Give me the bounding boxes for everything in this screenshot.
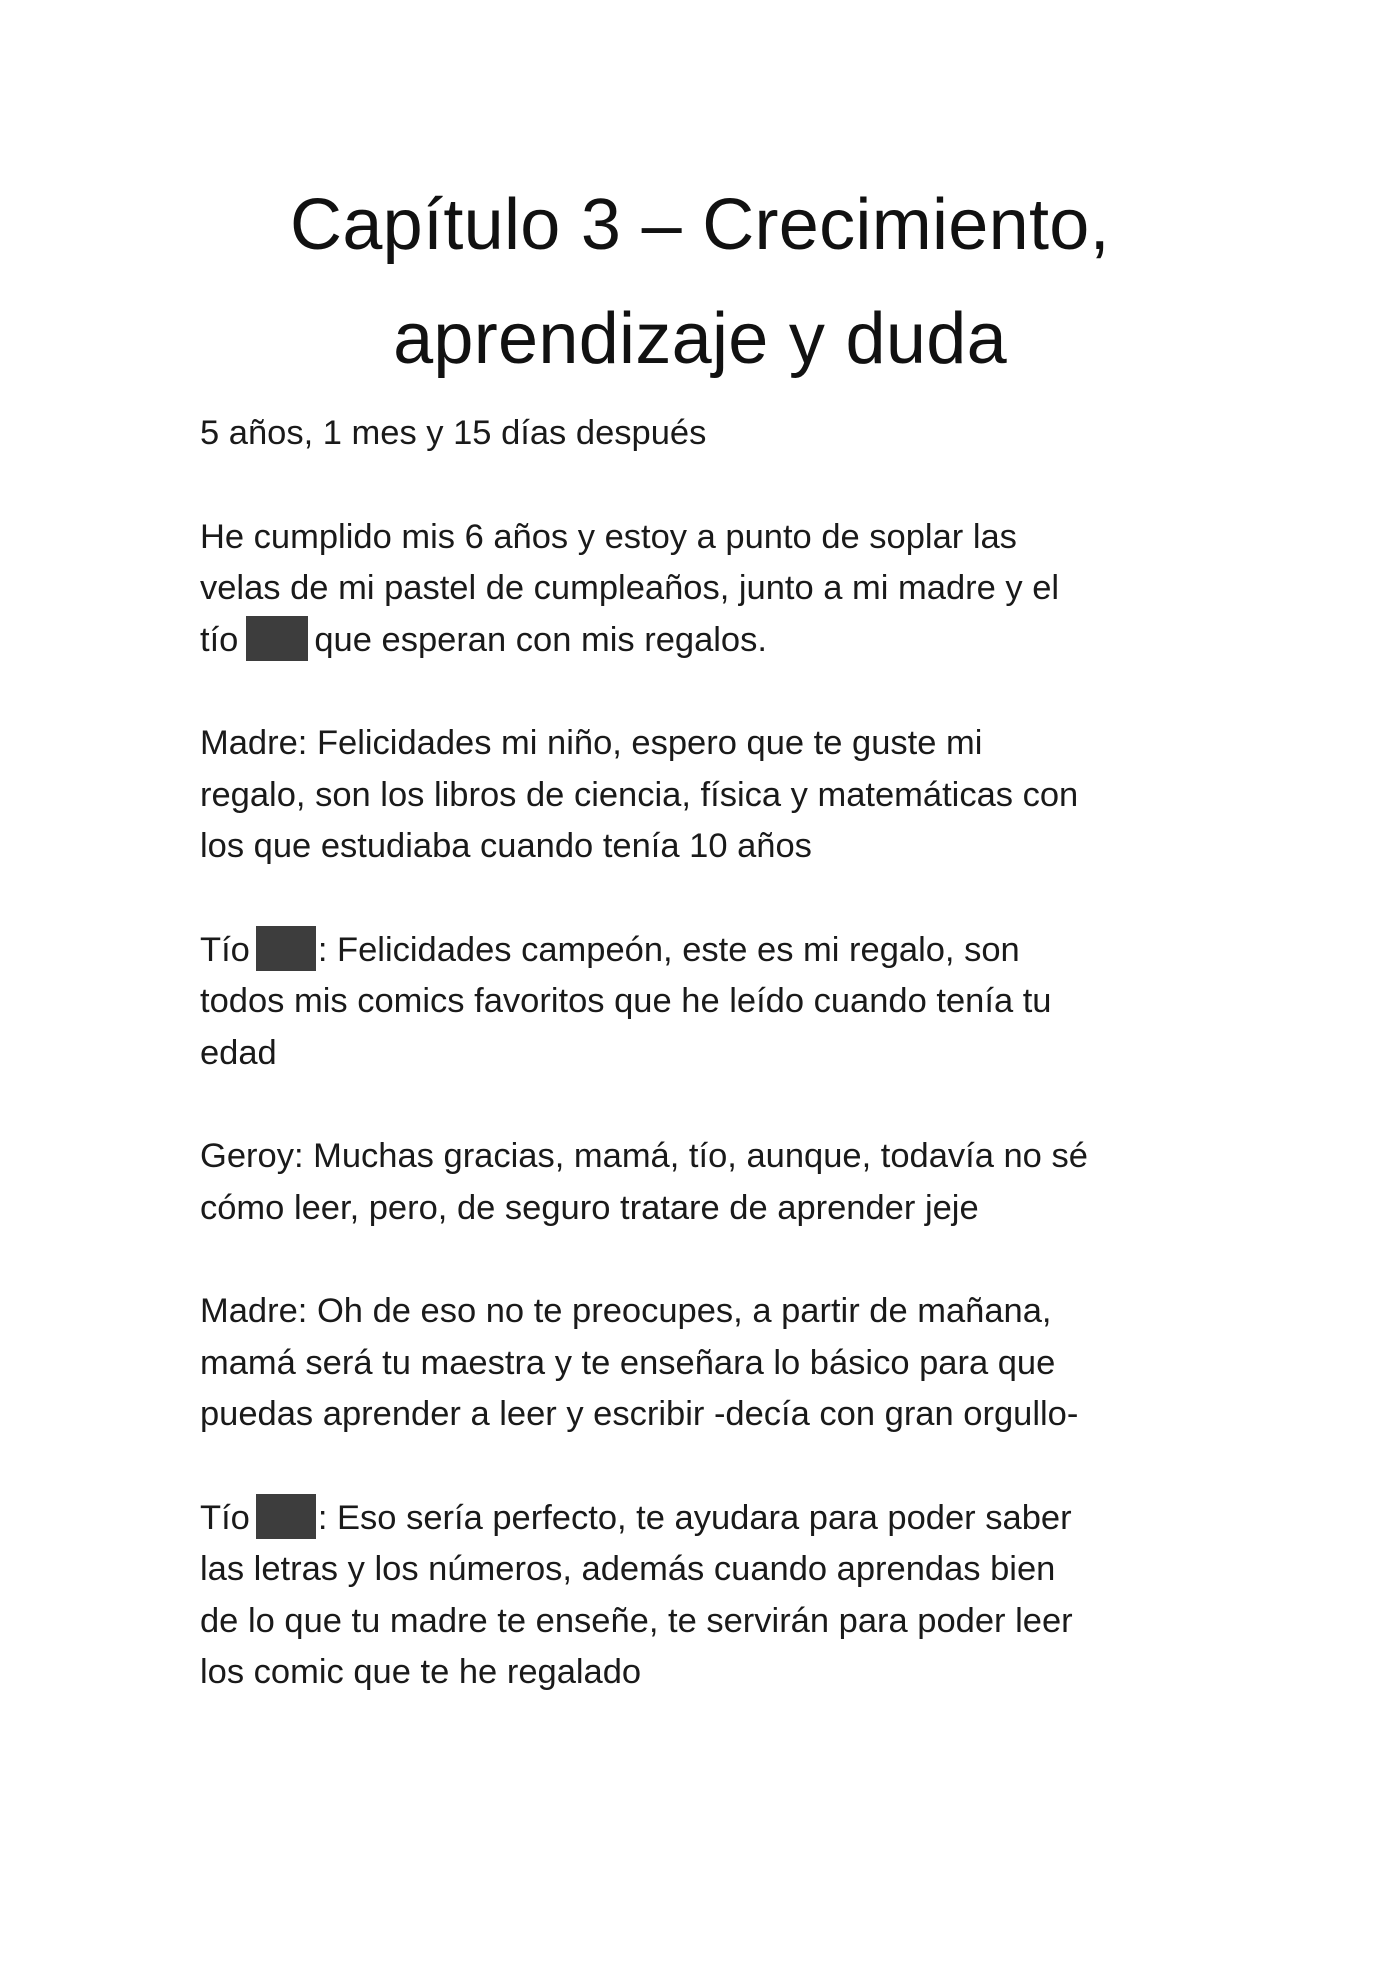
chapter-title-line-2: aprendizaje y duda (393, 299, 1007, 379)
paragraph-line: regalo, son los libros de ciencia, física y matemáticas con (200, 775, 1079, 814)
paragraph-line: Geroy: Muchas gracias, mamá, tío, aunque, todavía no sé (200, 1137, 1088, 1175)
paragraph-dialogue-tio-2 (200, 1493, 1210, 1699)
redacted-name-block (256, 1494, 316, 1539)
chapter-body (200, 408, 1210, 1751)
paragraph-line: cómo leer, pero, de seguro tratare de aprender jeje (200, 1188, 979, 1227)
chapter-title-line-1: Capítulo 3 – Crecimiento, (290, 185, 1110, 265)
paragraph-dialogue-tio (200, 925, 1210, 1080)
speaker-label: Tío (200, 1498, 250, 1537)
paragraph-dialogue-geroy (200, 1131, 1210, 1234)
paragraph-text-after-redaction: : Felicidades campeón, este es mi regalo, son (317, 930, 1020, 969)
paragraph-line (200, 1493, 1210, 1545)
paragraph-line: edad (200, 1033, 277, 1072)
paragraph-line: las letras y los números, además cuando aprendas bien (200, 1550, 1056, 1588)
redacted-name-block (256, 926, 316, 971)
paragraph-line (200, 925, 1210, 977)
paragraph-line: mamá será tu maestra y te enseñara lo básico para que (200, 1343, 1056, 1382)
paragraph-text-before-redaction: tío (200, 620, 239, 659)
paragraph-line (200, 615, 1210, 667)
paragraph-line: de lo que tu madre te enseñe, te servirán para poder leer (200, 1601, 1073, 1640)
time-note (200, 408, 1210, 460)
chapter-title (150, 168, 1250, 396)
paragraph-dialogue-madre (200, 718, 1210, 873)
paragraph-narration (200, 512, 1210, 667)
paragraph-text-after-redaction: : Eso sería perfecto, te ayudara para poder saber (317, 1498, 1072, 1537)
paragraph-line: Madre: Felicidades mi niño, espero que te guste mi (200, 724, 983, 762)
paragraph-line: todos mis comics favoritos que he leído cuando tenía tu (200, 982, 1052, 1020)
paragraph-line: Madre: Oh de eso no te preocupes, a partir de mañana, (200, 1292, 1052, 1330)
paragraph-line: los que estudiaba cuando tenía 10 años (200, 827, 812, 865)
time-note-text: 5 años, 1 mes y 15 días después (200, 414, 707, 452)
paragraph-line: puedas aprender a leer y escribir -decía con gran orgullo- (200, 1395, 1079, 1433)
paragraph-dialogue-madre-2 (200, 1286, 1210, 1441)
paragraph-line: velas de mi pastel de cumpleaños, junto a mi madre y el (200, 569, 1060, 607)
redacted-name-block (246, 616, 308, 661)
paragraph-line: los comic que te he regalado (200, 1653, 642, 1691)
paragraph-text-after-redaction: que esperan con mis regalos. (314, 620, 767, 659)
paragraph-line: He cumplido mis 6 años y estoy a punto de soplar las (200, 517, 1017, 556)
speaker-label: Tío (200, 930, 250, 969)
